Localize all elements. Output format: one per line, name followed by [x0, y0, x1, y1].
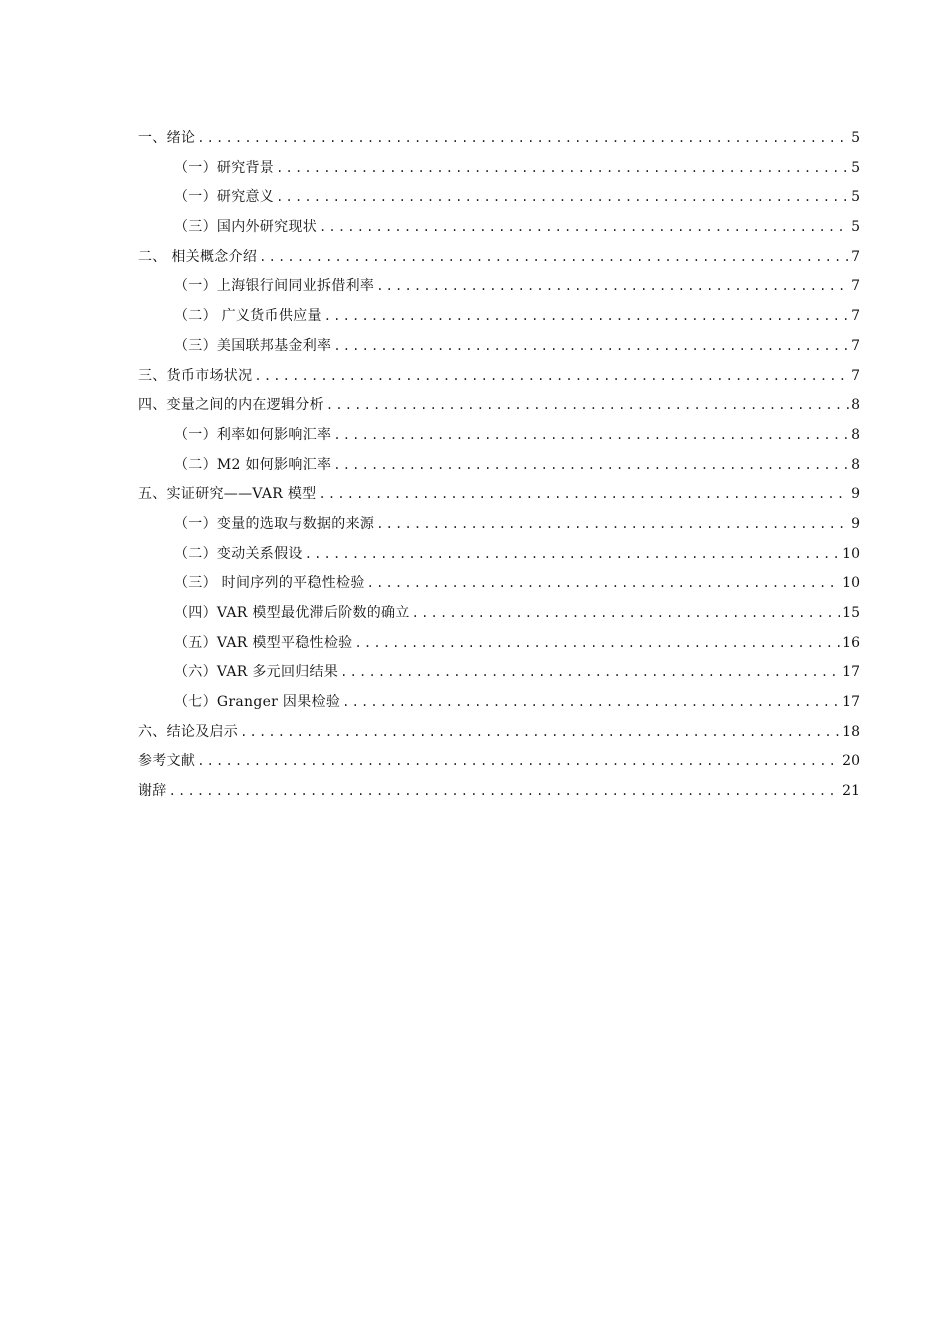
toc-leader-dots [326, 391, 849, 421]
toc-leader-dots [276, 154, 849, 184]
toc-entry-label: （六）VAR 多元回归结果 [174, 664, 339, 681]
toc-page-number: 17 [842, 664, 860, 681]
toc-leader-dots [340, 658, 840, 688]
toc-leader-dots [376, 510, 849, 540]
toc-leader-dots [169, 777, 841, 807]
toc-entry[interactable] [138, 391, 860, 421]
toc-entry-label: （三） 时间序列的平稳性检验 [174, 575, 365, 592]
toc-entry[interactable] [138, 688, 860, 718]
toc-leader-dots [305, 540, 840, 570]
toc-page-number: 5 [851, 159, 860, 176]
toc-leader-dots [318, 480, 849, 510]
toc-entry-label: （二） 广义货币供应量 [174, 308, 322, 325]
toc-page-number: 5 [851, 130, 860, 146]
toc-leader-dots [367, 569, 841, 599]
toc-page-number: 16 [842, 634, 860, 651]
toc-page-number: 5 [851, 189, 860, 206]
toc-entry[interactable] [138, 451, 860, 481]
toc-entry-label: 二、 相关概念介绍 [138, 248, 258, 265]
toc-page-number: 8 [851, 397, 860, 414]
toc-entry-label: （三）美国联邦基金利率 [174, 337, 332, 354]
toc-page-number: 10 [842, 545, 860, 562]
toc-entry[interactable] [138, 124, 860, 154]
toc-page-number: 9 [851, 486, 860, 503]
table-of-contents [138, 124, 860, 807]
toc-entry[interactable] [138, 599, 860, 629]
toc-leader-dots [333, 421, 849, 451]
toc-entry-label: （二）变动关系假设 [174, 545, 303, 562]
toc-entry-label: 四、变量之间的内在逻辑分析 [138, 397, 324, 414]
toc-page-number: 7 [851, 367, 860, 384]
toc-leader-dots [376, 272, 849, 302]
toc-leader-dots [276, 183, 849, 213]
toc-entry-label: （二）M2 如何影响汇率 [174, 456, 332, 473]
toc-page-number: 10 [842, 575, 860, 592]
toc-entry[interactable] [138, 213, 860, 243]
toc-entry-label: （七）Granger 因果检验 [174, 694, 341, 711]
toc-entry[interactable] [138, 718, 860, 748]
toc-page-number: 15 [842, 605, 860, 621]
toc-page-number: 21 [842, 783, 860, 800]
toc-leader-dots [354, 629, 840, 659]
toc-entry[interactable] [138, 569, 860, 599]
toc-page-number: 7 [851, 278, 860, 295]
toc-page-number: 5 [851, 219, 860, 236]
toc-entry-label: （一）变量的选取与数据的来源 [174, 515, 375, 532]
toc-entry-label: （五）VAR 模型平稳性检验 [174, 634, 353, 651]
toc-page-number: 20 [842, 753, 860, 770]
toc-entry[interactable] [138, 658, 860, 688]
toc-entry[interactable] [138, 362, 860, 392]
toc-page-number: 9 [851, 515, 860, 532]
toc-leader-dots [412, 599, 841, 629]
toc-leader-dots [254, 362, 849, 392]
toc-page-number: 8 [851, 456, 860, 473]
toc-entry-label: 三、货币市场状况 [138, 367, 253, 384]
toc-entry-label: （一）上海银行间同业拆借利率 [174, 278, 375, 295]
toc-entry[interactable] [138, 480, 860, 510]
toc-entry[interactable] [138, 154, 860, 184]
toc-entry[interactable] [138, 332, 860, 362]
toc-leader-dots [240, 718, 840, 748]
toc-entry[interactable] [138, 272, 860, 302]
toc-leader-dots [319, 213, 849, 243]
toc-entry[interactable] [138, 243, 860, 273]
toc-page-number: 18 [842, 723, 860, 740]
toc-entry-label: （三）国内外研究现状 [174, 219, 317, 236]
toc-entry[interactable] [138, 302, 860, 332]
toc-entry[interactable] [138, 777, 860, 807]
toc-leader-dots [333, 332, 849, 362]
toc-leader-dots [333, 451, 849, 481]
toc-entry-label: （一）利率如何影响汇率 [174, 426, 332, 443]
toc-entry[interactable] [138, 747, 860, 777]
toc-entry[interactable] [138, 629, 860, 659]
toc-entry[interactable] [138, 421, 860, 451]
toc-entry[interactable] [138, 510, 860, 540]
toc-page-number: 17 [842, 694, 860, 711]
toc-entry-label: 五、实证研究——VAR 模型 [138, 486, 317, 503]
toc-leader-dots [197, 124, 849, 154]
toc-leader-dots [197, 747, 840, 777]
toc-entry-label: （一）研究背景 [174, 159, 275, 176]
toc-page-number: 7 [851, 337, 860, 354]
toc-entry-label: （四）VAR 模型最优滞后阶数的确立 [174, 605, 410, 621]
toc-entry-label: 参考文献 [138, 753, 196, 770]
toc-leader-dots [259, 243, 849, 273]
toc-page-number: 7 [851, 308, 860, 325]
toc-entry-label: 六、结论及启示 [138, 723, 239, 740]
toc-page-number: 7 [851, 248, 860, 265]
toc-entry-label: （一）研究意义 [174, 189, 275, 206]
toc-entry[interactable] [138, 540, 860, 570]
toc-leader-dots [324, 302, 849, 332]
toc-leader-dots [342, 688, 840, 718]
toc-entry-label: 一、绪论 [138, 130, 196, 146]
toc-entry[interactable] [138, 183, 860, 213]
toc-page-number: 8 [851, 426, 860, 443]
toc-entry-label: 谢辞 [138, 783, 167, 800]
